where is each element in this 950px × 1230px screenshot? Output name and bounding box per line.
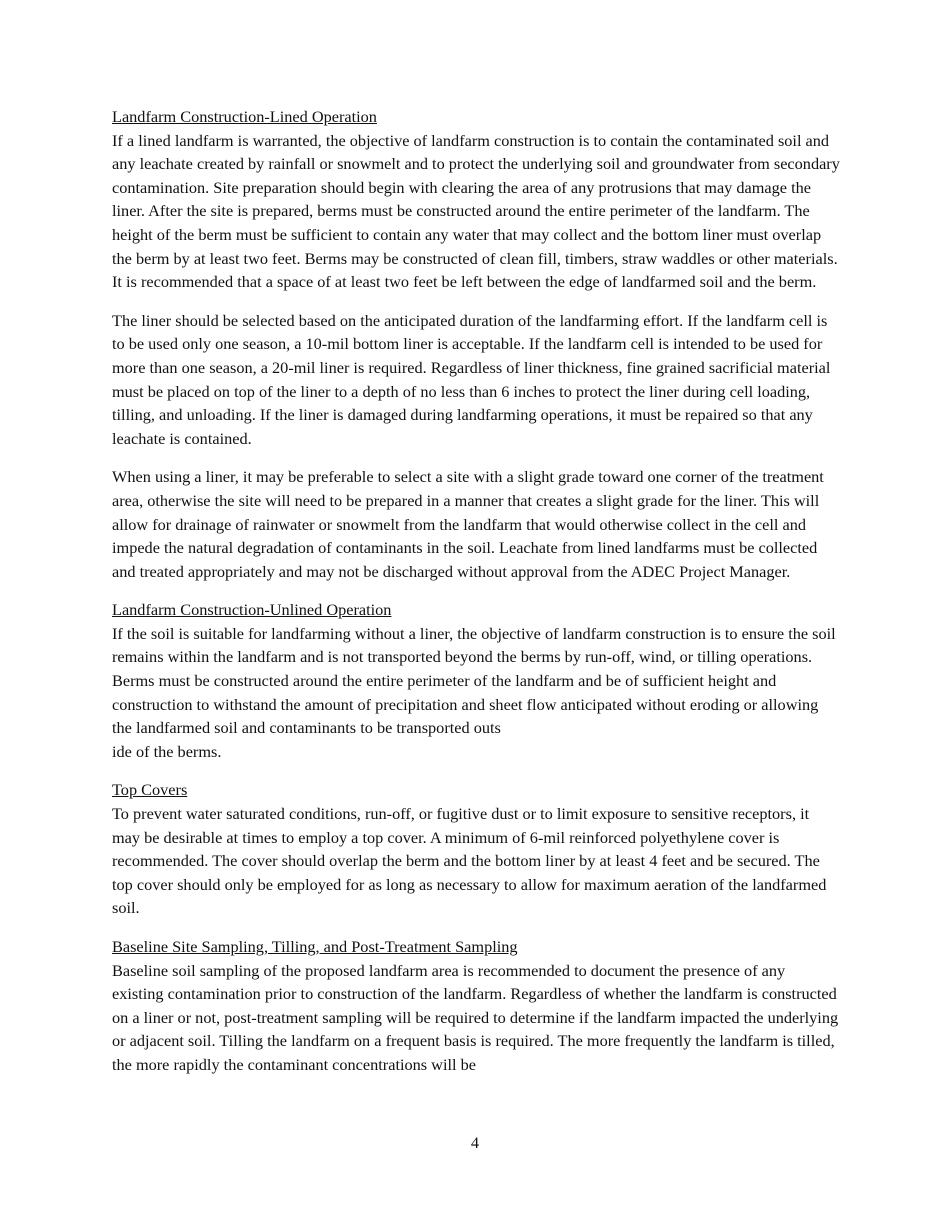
- page-body: [112, 105, 840, 1077]
- paragraph-gap: [112, 450, 840, 465]
- paragraph-gap: [112, 920, 840, 935]
- paragraph-liner-selection: The liner should be selected based on the anticipated duration of the landfarming effort. If the landfarm cell is to be used only one season, a 10-mil bottom liner is acceptable. If the landfarm cell is intended to be used for more than one season, a 20-mil liner is required. Regardless of liner thickness, fine grained sacrificial material must be placed on top of the liner to a depth of no less than 6 inches to protect the liner during cell loading, tilling, and unloading. If the liner is damaged during landfarming operations, it must be repaired so that any leachate is contained.: [112, 310, 831, 448]
- section-heading-baseline-sampling: Baseline Site Sampling, Tilling, and Post-Treatment Sampling: [112, 937, 518, 956]
- section-heading-lined-operation: Landfarm Construction-Lined Operation: [112, 107, 377, 126]
- paragraph-lined-objective: If a lined landfarm is warranted, the objective of landfarm construction is to contain the contaminated soil and any leachate created by rainfall or snowmelt and to protect the underlying soil and groundwater from secondary contamination. Site preparation should begin with clearing the area of any protrusions that may damage the liner. After the site is prepared, berms must be constructed around the entire perimeter of the landfarm. The height of the berm must be sufficient to contain any water that may collect and the bottom liner must overlap the berm by at least two feet. Berms may be constructed of clean fill, timbers, straw waddles or other materials. It is recommended that a space of at least two feet be left between the edge of landfarmed soil and the berm.: [112, 130, 840, 292]
- page-number: 4: [470, 1133, 480, 1152]
- section-heading-unlined-operation: Landfarm Construction-Unlined Operation: [112, 600, 392, 620]
- section-heading-top-covers: Top Covers: [112, 780, 188, 800]
- paragraph-liner-grade: When using a liner, it may be preferable to select a site with a slight grade toward one corner of the treatment area, otherwise the site will need to be prepared in a manner that creates a slight grade for the liner. This will allow for drainage of rainwater or snowmelt from the landfarm that would otherwise collect in the cell and impede the natural degradation of contaminants in the soil. Leachate from lined landfarms must be collected and treated appropriately and may not be discharged without approval from the ADEC Project Manager.: [112, 467, 824, 581]
- paragraph-top-covers: To prevent water saturated conditions, run-off, or fugitive dust or to limit exposure to sensitive receptors, it may be desirable at times to employ a top cover. A minimum of 6-mil reinforced polyethylene cover is recommended. The cover should overlap the berm and the bottom liner by at least 4 feet and be secured. The top cover should only be employed for as long as necessary to allow for maximum aeration of the landfarmed soil.: [112, 804, 827, 918]
- paragraph-baseline-sampling: Baseline soil sampling of the proposed landfarm area is recommended to document the presence of any existing contamination prior to construction of the landfarm. Regardless of whether the landfarm is constructed on a liner or not, post-treatment sampling will be required to determine if the landfarm impacted the underlying or adjacent soil. Tilling the landfarm on a frequent basis is required. The more frequently the landfarm is tilled, the more rapidly the contaminant concentrations will be: [112, 960, 839, 1074]
- paragraph-gap: [112, 763, 840, 778]
- paragraph-gap: [112, 583, 840, 598]
- paragraph-gap: [112, 294, 840, 309]
- paragraph-unlined-objective: If the soil is suitable for landfarming without a liner, the objective of landfarm construction is to ensure the soil remains within the landfarm and is not transported beyond the berms by run-off, wind, or tilling operations. Berms must be constructed around the entire perimeter of the landfarm and be of sufficient height and construction to withstand the amount of precipitation and sheet flow anticipated without eroding or allowing the landfarmed soil and contaminants to be transported outs ide of the berms.: [112, 623, 836, 761]
